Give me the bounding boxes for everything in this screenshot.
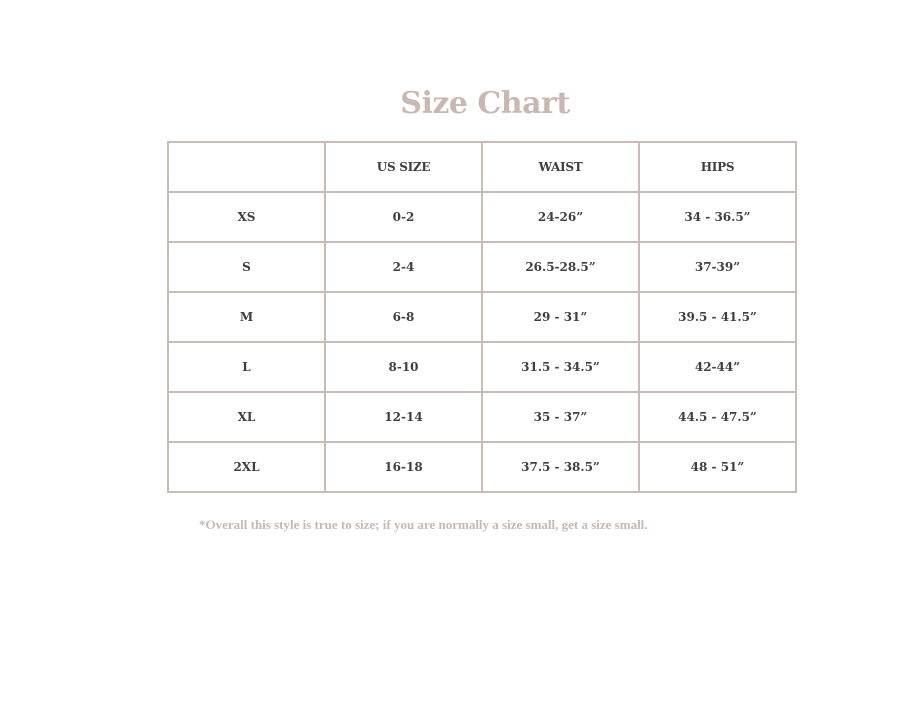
table-row <box>168 392 796 442</box>
waist-cell: 24-26” <box>482 192 639 242</box>
table-row <box>168 342 796 392</box>
waist-cell: 26.5-28.5” <box>482 242 639 292</box>
us-size-cell: 8-10 <box>325 342 482 392</box>
hips-cell: 34 - 36.5” <box>639 192 796 242</box>
hips-cell: 39.5 - 41.5” <box>639 292 796 342</box>
waist-cell: 37.5 - 38.5” <box>482 442 639 492</box>
waist-cell: 29 - 31” <box>482 292 639 342</box>
page-title: Size Chart <box>400 86 570 121</box>
waist-cell: 35 - 37” <box>482 392 639 442</box>
table-row <box>168 292 796 342</box>
us-size-cell: 0-2 <box>325 192 482 242</box>
size-chart-table <box>167 141 797 493</box>
us-size-cell: 2-4 <box>325 242 482 292</box>
header-cell-hips: HIPS <box>639 142 796 192</box>
table-row <box>168 442 796 492</box>
size-label-cell: XL <box>168 392 325 442</box>
size-note: *Overall this style is true to size; if you are normally a size small, get a size small. <box>199 517 648 532</box>
hips-cell: 44.5 - 47.5” <box>639 392 796 442</box>
hips-cell: 37-39” <box>639 242 796 292</box>
header-cell-waist: WAIST <box>482 142 639 192</box>
size-label-cell: M <box>168 292 325 342</box>
us-size-cell: 6-8 <box>325 292 482 342</box>
header-cell-us-size: US SIZE <box>325 142 482 192</box>
hips-cell: 42-44” <box>639 342 796 392</box>
us-size-cell: 12-14 <box>325 392 482 442</box>
waist-cell: 31.5 - 34.5” <box>482 342 639 392</box>
size-label-cell: XS <box>168 192 325 242</box>
table-header-row <box>168 142 796 192</box>
table-row <box>168 242 796 292</box>
size-label-cell: L <box>168 342 325 392</box>
size-label-cell: 2XL <box>168 442 325 492</box>
table-row <box>168 192 796 242</box>
size-label-cell: S <box>168 242 325 292</box>
hips-cell: 48 - 51” <box>639 442 796 492</box>
us-size-cell: 16-18 <box>325 442 482 492</box>
header-cell-blank <box>168 142 325 192</box>
